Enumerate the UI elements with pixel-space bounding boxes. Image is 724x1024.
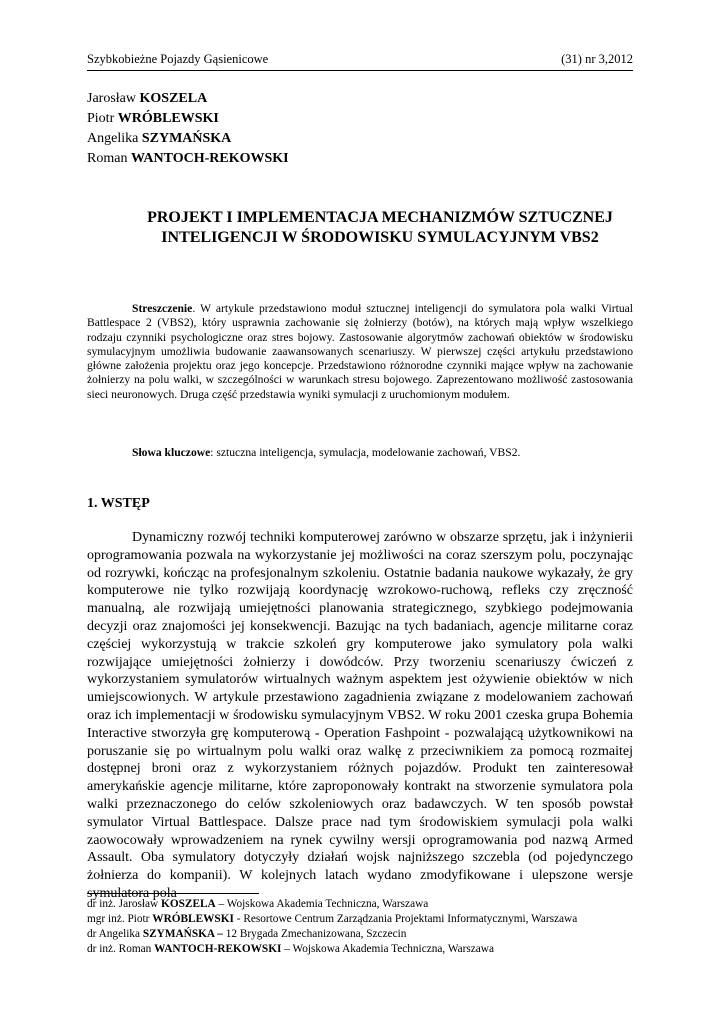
keywords-text: : sztuczna inteligencja, symulacja, modelowanie zachowań, VBS2.: [210, 446, 521, 459]
running-header: [87, 52, 633, 67]
footnote: mgr inż. Piotr WRÓBLEWSKI - Resortowe Centrum Zarządzania Projektami Informatycznymi, Warszawa: [87, 913, 578, 925]
issue-number: (31) nr 3,2012: [561, 52, 633, 66]
abstract-text: . W artykule przedstawiono moduł sztucznej inteligencji do symulatora pola walki Virtual Battlespace 2 (VBS2), który usprawnia zachowanie się żołnierzy (botów), na których mają wpływ wszelkiego rodzaju czynniki psychologiczne oraz stres bojowy. Zastosowanie algorytmów zachowań obiektów w środowisku symulacyjnym umożliwia budowanie zaawansowanych scenariuszy. W pierwszej części artykułu przedstawiono główne założenia projektu oraz jego koncepcje. Przedstawiono różnorodne czynniki mające wpływ na zachowanie żołnierzy na polu walki, w szczególności w warunkach stresu bojowego. Zaprezentowano możliwość zastosowania sieci neuronowych. Druga część przedstawia wyniki symulacji z uruchomionym modułem.: [87, 302, 633, 401]
author: Angelika SZYMAŃSKA: [87, 131, 232, 146]
footnote: dr Angelika SZYMAŃSKA – 12 Brygada Zmechanizowana, Szczecin: [87, 928, 407, 940]
section-heading: 1. WSTĘP: [87, 496, 150, 511]
author: Roman WANTOCH-REKOWSKI: [87, 151, 289, 166]
paper-title: [100, 208, 660, 248]
footnote: dr inż. Jarosław KOSZELA – Wojskowa Akademia Techniczna, Warszawa: [87, 898, 429, 910]
keywords: [87, 446, 633, 460]
footnotes: [87, 897, 647, 957]
author: Piotr WRÓBLEWSKI: [87, 111, 219, 126]
author: Jarosław KOSZELA: [87, 91, 208, 106]
title-line: INTELIGENCJI W ŚRODOWISKU SYMULACYJNYM VBS2: [161, 229, 599, 246]
keywords-label: Słowa kluczowe: [132, 446, 211, 459]
footnote: dr inż. Roman WANTOCH-REKOWSKI – Wojskowa Akademia Techniczna, Warszawa: [87, 943, 494, 955]
header-divider: [87, 70, 633, 71]
journal-name: Szybkobieżne Pojazdy Gąsienicowe: [87, 52, 269, 66]
title-line: PROJEKT I IMPLEMENTACJA MECHANIZMÓW SZTUCZNEJ: [147, 209, 613, 226]
abstract-label: Streszczenie: [132, 302, 193, 315]
author-list: [87, 89, 289, 169]
body-paragraph: Dynamiczny rozwój techniki komputerowej zarówno w obszarze sprzętu, jak i inżynierii oprogramowania pozwala na wykorzystanie jej możliwości na coraz szerszym polu, poczynając od rozrywki, kończąc na profesjonalnym szkoleniu. Ostatnie badania naukowe wykazały, że gry komputerowe nie tylko rozwijają koordynację wzrokowo-ruchową, refleks czy zręczność manualną, ale rozwijają umiejętności planowania strategicznego, szybkiego podejmowania decyzji oraz znajomości jej konsekwencji. Bazując na tych badaniach, agencje militarne coraz częściej wykorzystują w trakcie szkoleń gry komputerowe jako symulatory pola walki rozwijające umiejętności żołnierzy i dowódców. Przy tworzeniu scenariuszy ćwiczeń z wykorzystaniem symulatorów wirtualnych ważnym aspektem jest ożywienie obiektów w nich umiejscowionych. W artykule przestawiono zagadnienia związane z modelowaniem zachowań oraz ich implementacji w środowisku symulacyjnym VBS2. W roku 2001 czeska grupa Bohemia Interactive stworzyła grę komputerową - Operation Fashpoint - pozwalającą użytkownikowi na poruszanie się po wirtualnym polu walki oraz walkę z przeciwnikiem za pomocą rozmaitej dostępnej broni oraz z wykorzystaniem różnych pojazdów. Produkt ten zainteresował amerykańskie agencje militarne, które zaproponowały kontrakt na stworzenie symulatora pola walki przeznaczonego do celów szkoleniowych oraz badawczych. W ten sposób powstał symulator Virtual Battlespace. Dalsze prace nad tym środowiskiem symulacji pola walki zaowocowały wprowadzeniem na rynek cywilny wersji oprogramowania pod nazwą Armed Assault. Oba symulatory dotyczyły działań wojsk najniższego szczebla (od pojedynczego żołnierza do kompanii). W kolejnych latach wydano zmodyfikowane i ulepszone wersje symulatora pola: [87, 530, 633, 901]
footnote-divider: [87, 893, 259, 894]
abstract: [87, 302, 633, 402]
